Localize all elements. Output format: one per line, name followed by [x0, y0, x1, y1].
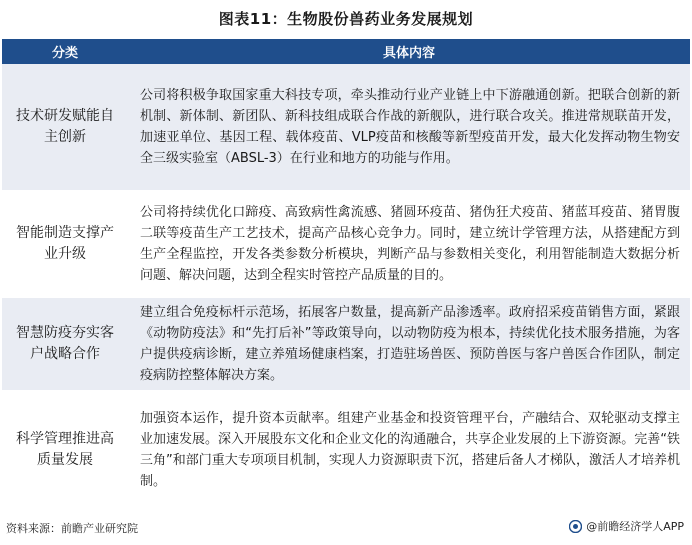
table-header — [2, 39, 690, 64]
qianzhan-logo-icon — [569, 520, 582, 533]
header-category: 分类 — [51, 46, 78, 61]
table-row — [2, 298, 690, 390]
row-category: 科学管理推进高质量发展 — [16, 431, 114, 468]
header-content: 具体内容 — [382, 46, 435, 61]
plan-table — [2, 39, 690, 510]
table-row — [2, 64, 690, 190]
row-content: 加强资本运作，提升资本贡献率。组建产业基金和投资管理平台，产融结合、双轮驱动支撑主业加速发展。深入开展股东文化和企业文化的沟通融合，共享企业发展的上下游资源。完善“铁三角”和部门重大专项项目机制，实现人力资源职责下沉，搭建后备人才梯队，激活人才培养机制。 — [140, 411, 680, 489]
row-content: 公司将持续优化口蹄疫、高致病性禽流感、猪圆环疫苗、猪伪狂犬疫苗、猪蓝耳疫苗、猪胃腹二联等疫苗生产工艺技术，提高产品核心竞争力。同时，建立统计学管理方法，从搭建配方到生产全程监控，开发各类参数分析模块，判断产品与参数相关变化，利用智能制造大数据分析问题、解决问题，达到全程实时管控产品质量的目的。 — [140, 205, 680, 283]
row-category: 智能制造支撑产业升级 — [16, 225, 114, 262]
brand-credit — [569, 518, 684, 534]
row-content: 建立组合免疫标杆示范场，拓展客户数量，提高新产品渗透率。政府招采疫苗销售方面，紧跟《动物防疫法》和“先打后补”等政策导向，以动物防疫为根本，持续优化技术服务措施，为客户提供疫病诊断，建立养殖场健康档案，打造驻场兽医、预防兽医与客户兽医合作团队，制定疫病防控整体解决方案。 — [140, 305, 680, 383]
brand-text: @前瞻经济学人APP — [586, 520, 684, 533]
row-content: 公司将积极争取国家重大科技专项，牵头推动行业产业链上中下游融通创新。把联合创新的新机制、新体制、新团队、新科技组成联合作战的新舰队，进行联合攻关。推进常规联苗开发，加速亚单位、基因工程、载体疫苗、VLP疫苗和核酸等新型疫苗开发，最大化发挥动物生物安全三级实验室（ABSL-3）在行业和地方的功能与作用。 — [140, 88, 680, 166]
source-note: 资料来源：前瞻产业研究院 — [6, 522, 138, 535]
table-row — [2, 390, 690, 510]
row-category: 技术研发赋能自主创新 — [16, 108, 114, 145]
row-category: 智慧防疫夯实客户战略合作 — [16, 325, 114, 362]
figure-title: 图表11：生物股份兽药业务发展规划 — [218, 10, 474, 28]
table-row — [2, 190, 690, 298]
